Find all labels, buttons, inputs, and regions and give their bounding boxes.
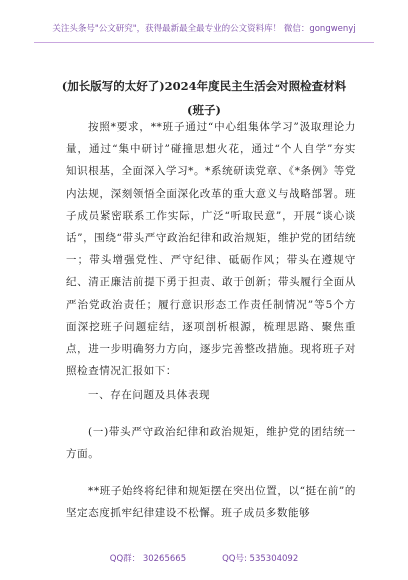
header-banner: 关注头条号"公文研究"，获得最新最全最专业的公文资料库！ 微信：gongwenyj: [52, 24, 356, 34]
footer-qq-group: QQ群： 30265665: [109, 554, 187, 564]
footer-qq-number: QQ号: 535304092: [222, 554, 299, 564]
header-divider: [34, 42, 374, 43]
title-line-2: (班子): [187, 103, 221, 117]
title-line-1: (加长版写的太好了)2024年度民主生活会对照检查材料: [61, 79, 347, 93]
footer-contact: [0, 552, 408, 564]
document-title: [0, 74, 408, 122]
subsection-heading: (一)带头严守政治纪律和政治规矩，维护党的团结统一方面。: [66, 426, 356, 461]
paragraph-body: **班子始终将纪律和规矩摆在突出位置，以“挺在前”的坚定态度抓牢纪律建设不松懈。班子成员多数能够: [66, 485, 356, 520]
section-heading: 一、存在问题及具体表现: [88, 389, 211, 401]
paragraph-main: 按照*要求，**班子通过“中心组集体学习”汲取理论力量，通过“集中研讨”碰撞思想火花，通过“个人自学”夯实知识根基，全面深入学习*。*系统研读党章、《*条例》等党内法规，深刻领悟全面深化改革的重大意义与战略部署。班子成员紧密联系工作实际，广泛“听取民意”，开展“谈心谈话”，围绕“带头严守政治纪律和政治规矩，维护党的团结统一；带头增强党性、严守纪律、砥砺作风；带头在遵规守纪、清正廉洁前提下勇于担责、敢于创新；带头履行全面从严治党政治责任；履行意识形态工作责任制情况”等5个方面深挖班子问题症结，逐项剖析根源，梳理思路、聚焦重点，进一步明确努力方向，逐步完善整改措施。现将班子对照检查情况汇报如下：: [66, 121, 356, 378]
